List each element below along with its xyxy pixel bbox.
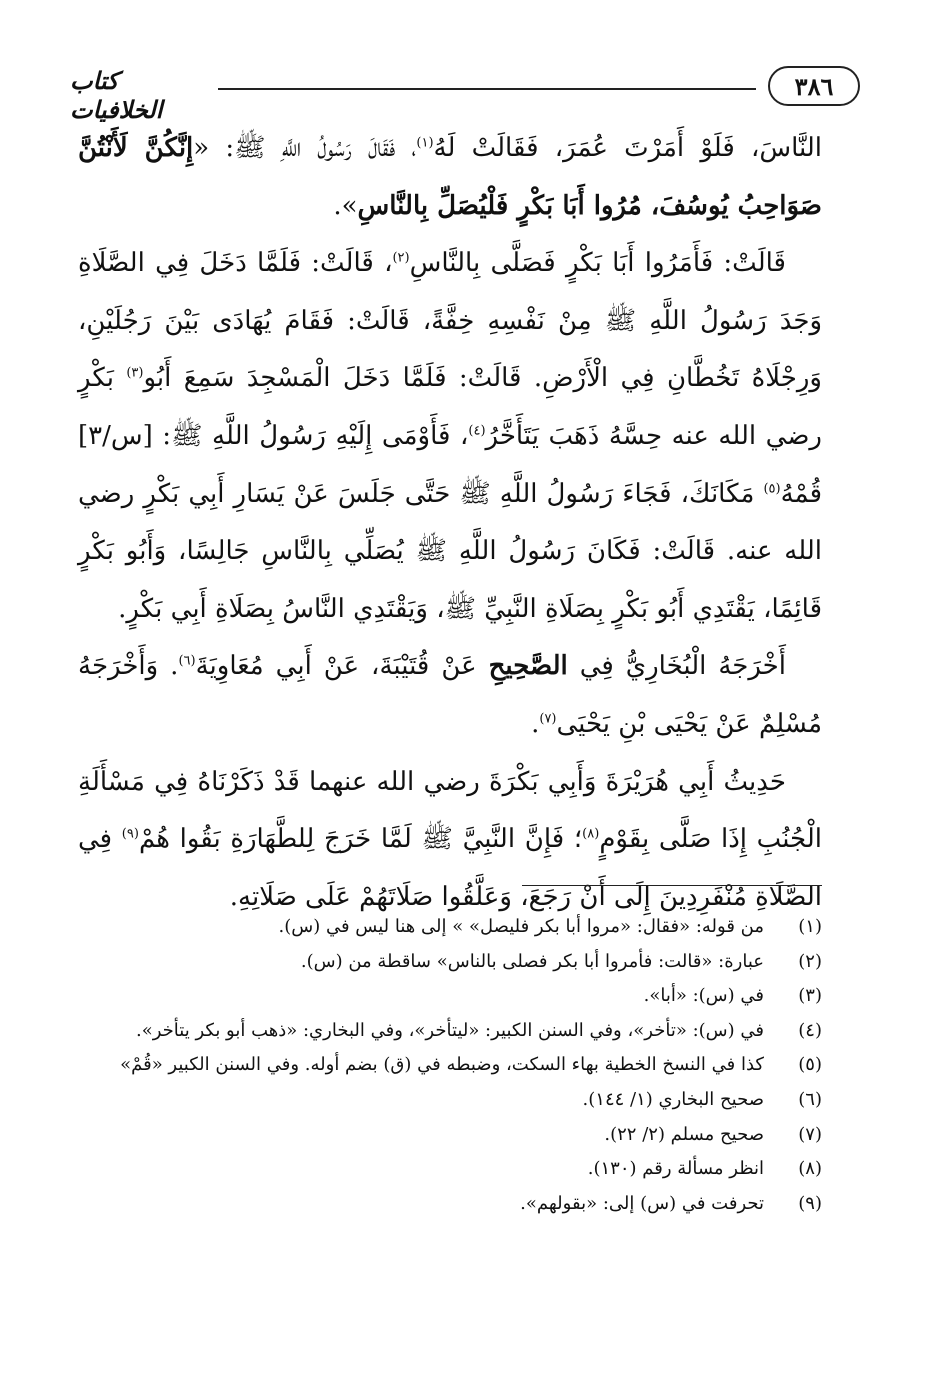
- footnote-ref-9[interactable]: (٩): [121, 826, 139, 842]
- page-number: ٣٨٦: [768, 66, 860, 106]
- hadith-quote: إِنَّكُنَّ لَأَنْتُنَّ صَوَاحِبُ يُوسُفَ، مُرُوا أَبَا بَكْرٍ فَلْيُصَلِّ بِالنَّاسِ: [78, 133, 822, 221]
- paragraph-3: [78, 638, 822, 753]
- text-run: . وَأَخْرَجَهُ مُسْلِمٌ عَنْ يَحْيَى بْنِ يَحْيَى: [78, 651, 822, 739]
- footnote-item: [102, 1152, 822, 1187]
- footnote-ref-5[interactable]: (٥): [763, 480, 781, 496]
- footnote-item: [102, 945, 822, 980]
- footnote-item: [102, 1083, 822, 1118]
- paragraph-4: [78, 754, 822, 927]
- footnotes: [102, 910, 822, 1221]
- footnote-text: عبارة: «قالت: فأمروا أبا بكر فصلى بالناس» ساقطة من (س).: [300, 950, 764, 972]
- footnote-item: [102, 1048, 822, 1083]
- footnote-item: [102, 1187, 822, 1222]
- footnote-item: [102, 1014, 822, 1049]
- footnote-item: [102, 979, 822, 1014]
- footnote-ref-8[interactable]: (٨): [582, 826, 600, 842]
- footnote-ref-1[interactable]: (١): [416, 135, 434, 151]
- footnote-number: (٥): [798, 1054, 822, 1076]
- footnote-text: صحيح البخاري (١/ ١٤٤).: [582, 1088, 764, 1110]
- text-run: ، قَالَتْ: فَلَمَّا دَخَلَ فِي الصَّلَاةِ وَجَدَ رَسُولُ اللَّهِ ﷺ مِنْ نَفْسِهِ خِفَّةً، قَالَتْ: فَقَامَ يُهَادَى بَيْنَ رَجُلَيْنِ، وَرِجْلَاهُ تَخُطَّانِ فِي الْأَرْضِ. قَالَتْ: فَلَمَّا دَخَلَ الْمَسْجِدَ سَمِعَ أَبُو: [78, 248, 822, 394]
- footnote-ref-7[interactable]: (٧): [539, 711, 557, 727]
- text-run: أَخْرَجَهُ الْبُخَارِيُّ فِي: [567, 651, 786, 682]
- footnote-text: تحرفت في (س) إلى: «بقولهم».: [520, 1192, 764, 1214]
- paragraph-2: [78, 235, 822, 638]
- footnote-ref-2[interactable]: (٢): [392, 250, 410, 266]
- footnote-text: في (س): «أبا».: [643, 985, 764, 1007]
- text-run: .: [531, 708, 540, 739]
- footnote-ref-4[interactable]: (٤): [468, 423, 486, 439]
- text-run: ، فَقَالَ رَسُولُ اللَّهِ ﷺ: «: [193, 133, 417, 163]
- footnote-number: (١): [798, 916, 822, 937]
- footnote-text: كذا في النسخ الخطية بهاء السكت، وضبطه في (ق) بضم أوله. وفي السنن الكبير «قُمْ»: [120, 1054, 764, 1076]
- footnote-number: (٦): [798, 1088, 822, 1110]
- text-run: قَالَتْ: فَأَمَرُوا أَبَا بَكْرٍ فَصَلَّى بِالنَّاسِ: [409, 248, 786, 279]
- footnote-ref-3[interactable]: (٣): [126, 365, 144, 381]
- footnote-text: انظر مسألة رقم (١٣٠).: [587, 1158, 764, 1180]
- paragraph-1: [78, 120, 822, 235]
- footnote-item: [102, 910, 822, 945]
- text-run: بَكْرٍ رضي الله عنه حِسَّهُ ذَهَبَ يَتَأَخَّرُ: [78, 363, 822, 451]
- text-run: عَنْ قُتَيْبَةَ، عَنْ أَبِي مُعَاوِيَةَ: [195, 651, 489, 682]
- main-text: [78, 120, 822, 926]
- page-header: [70, 66, 860, 124]
- book-title: كتاب الخلافيات: [70, 66, 163, 124]
- footnote-number: (٢): [798, 950, 822, 972]
- text-run: ».: [333, 190, 358, 221]
- footnote-text: من قوله: «فقال: «مروا أبا بكر فليصل» » إلى هنا ليس في (س).: [278, 916, 764, 937]
- footnote-text: صحيح مسلم (٢/ ٢٢).: [604, 1123, 764, 1145]
- text-run: فِي الصَّلَاةِ مُنْفَرِدِينَ إِلَى أَنْ رَجَعَ، وَعَلَّقُوا صَلَاتَهُمْ عَلَى صَلَاتِهِ.: [78, 824, 822, 912]
- text-run: النَّاسَ، فَلَوْ أَمَرْتَ عُمَرَ، فَقَالَتْ لَهُ: [433, 133, 823, 163]
- footnote-separator: [522, 885, 822, 886]
- footnote-number: (٣): [798, 985, 822, 1007]
- footnote-item: [102, 1118, 822, 1153]
- footnote-ref-6[interactable]: (٦): [178, 653, 196, 669]
- footnote-number: (٧): [798, 1123, 822, 1145]
- text-run: حَدِيثُ أَبِي هُرَيْرَةَ وَأَبِي بَكْرَةَ رضي الله عنهما قَدْ ذَكَرْنَاهُ فِي مَسْأَلَةِ الْجُنُبِ إِذَا صَلَّى بِقَوْمٍ: [78, 766, 822, 855]
- footnote-number: (٤): [798, 1019, 822, 1041]
- footnote-text: في (س): «تأخر»، وفي السنن الكبير: «ليتأخر»، وفي البخاري: «ذهب أبو بكر يتأخر».: [136, 1019, 764, 1041]
- text-run: مَكَانَكَ، فَجَاءَ رَسُولُ اللَّهِ ﷺ حَتَّى جَلَسَ عَنْ يَسَارِ أَبِي بَكْرٍ رضي الله عنه. قَالَتْ: فَكَانَ رَسُولُ اللَّهِ ﷺ يُصَلِّي بِالنَّاسِ جَالِسًا، وَأَبُو بَكْرٍ قَائِمًا، يَقْتَدِي أَبُو بَكْرٍ بِصَلَاةِ النَّبِيِّ ﷺ، وَيَقْتَدِي النَّاسُ بِصَلَاةِ أَبِي بَكْرٍ.: [78, 478, 822, 624]
- footnote-number: (٩): [798, 1192, 822, 1214]
- text-run: ؛ فَإِنَّ النَّبِيَّ ﷺ لَمَّا خَرَجَ لِلطَّهَارَةِ بَقُوا هُمْ: [138, 824, 583, 855]
- footnote-number: (٨): [798, 1158, 822, 1180]
- book-name-sahih: الصَّحِيحِ: [488, 651, 568, 682]
- text-run: ، فَأَوْمَى إِلَيْهِ رَسُولُ اللَّهِ ﷺ: [س/٣] قُمْهُ: [78, 420, 822, 509]
- header-rule: [218, 88, 756, 90]
